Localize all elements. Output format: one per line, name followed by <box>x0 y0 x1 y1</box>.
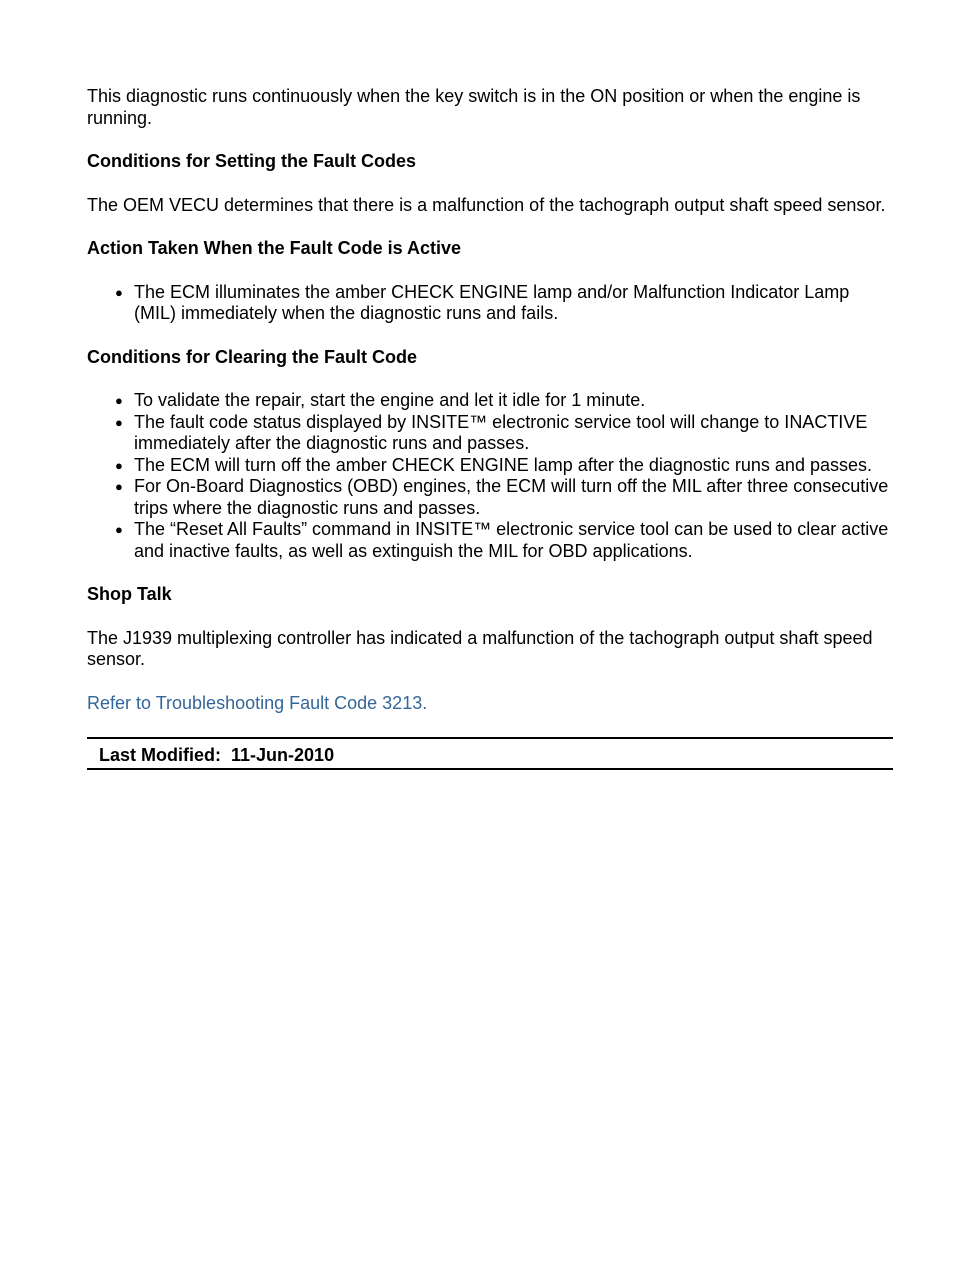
list-item <box>87 390 893 412</box>
list-item <box>87 519 893 562</box>
bullet-icon: ● <box>115 284 123 300</box>
troubleshooting-link[interactable]: Refer to Troubleshooting Fault Code 3213. <box>87 692 428 713</box>
shop-talk-paragraph: The J1939 multiplexing controller has indicated a malfunction of the tachograph output shaft speed sensor. <box>87 627 873 669</box>
clearing-conditions-list <box>87 390 893 562</box>
list-item-text: The ECM will turn off the amber CHECK ENGINE lamp after the diagnostic runs and passes. <box>134 454 872 475</box>
heading-action-taken: Action Taken When the Fault Code is Active <box>87 238 462 258</box>
list-item <box>87 282 893 325</box>
list-item <box>87 476 893 519</box>
list-item-text: For On-Board Diagnostics (OBD) engines, the ECM will turn off the MIL after three consecutive trips where the diagnostic runs and passes. <box>134 476 889 518</box>
action-taken-list <box>87 282 893 325</box>
heading-shop-talk: Shop Talk <box>87 584 172 604</box>
heading-clearing-conditions: Conditions for Clearing the Fault Code <box>87 346 417 367</box>
last-modified-label: Last Modified: <box>99 745 221 765</box>
list-item-text: To validate the repair, start the engine and let it idle for 1 minute. <box>134 390 646 410</box>
list-item-text: The ECM illuminates the amber CHECK ENGINE lamp and/or Malfunction Indicator Lamp (MIL) immediately when the diagnostic runs and fails. <box>134 281 850 323</box>
bullet-icon: ● <box>115 393 123 408</box>
heading-setting-conditions: Conditions for Setting the Fault Codes <box>87 151 416 171</box>
list-item-text: The “Reset All Faults” command in INSITE™ electronic service tool can be used to clear active and inactive faults, as well as extinguish the MIL for OBD applications. <box>134 519 889 561</box>
intro-paragraph: This diagnostic runs continuously when the key switch is in the ON position or when the engine is running. <box>87 86 861 128</box>
bullet-icon: ● <box>115 414 123 430</box>
list-item-text: The fault code status displayed by INSITE™ electronic service tool will change to INACTIVE immediately after the diagnostic runs and passes. <box>134 411 868 453</box>
last-modified-footer <box>87 737 893 770</box>
list-item <box>87 455 893 477</box>
list-item <box>87 412 893 455</box>
bullet-icon: ● <box>115 522 123 537</box>
last-modified-date: 11-Jun-2010 <box>231 745 335 765</box>
bullet-icon: ● <box>115 479 123 494</box>
setting-conditions-paragraph: The OEM VECU determines that there is a malfunction of the tachograph output shaft speed sensor. <box>87 194 886 215</box>
document-page <box>87 86 893 770</box>
bullet-icon: ● <box>115 457 123 473</box>
